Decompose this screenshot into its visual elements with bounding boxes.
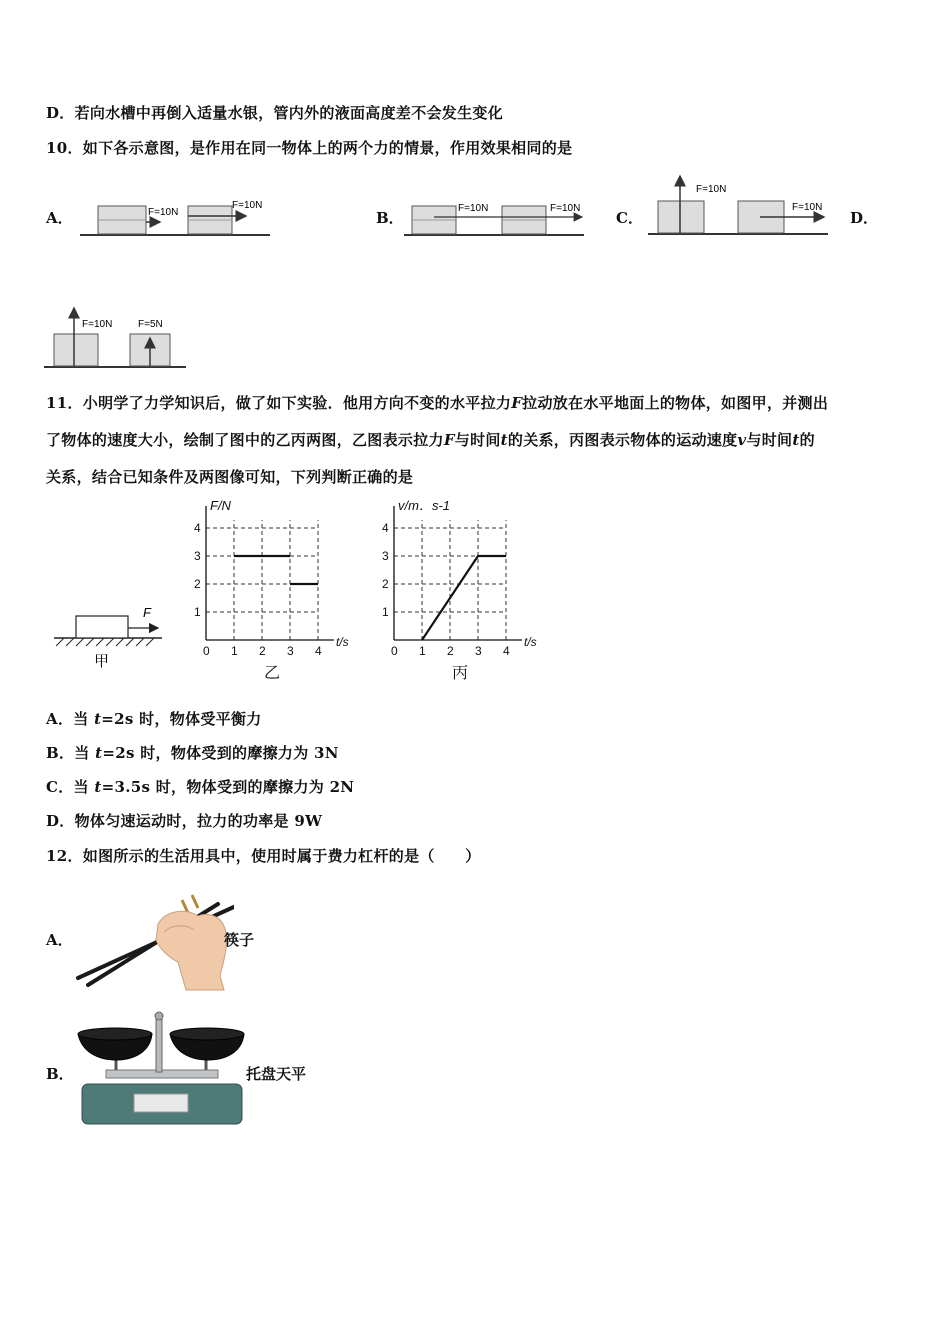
x-tick-label: 1: [231, 644, 238, 658]
tray-balance-illustration: [76, 1008, 248, 1130]
q12-option-a-name: 筷子: [224, 931, 255, 949]
force-label: F=10N: [458, 203, 489, 214]
hand: [156, 911, 227, 990]
y-tick-label: 2: [382, 577, 389, 591]
x-tick-label: 2: [259, 644, 266, 658]
q11-option-c: C．当 t=3.5s 时，物体受到的摩擦力为 2N: [46, 778, 355, 796]
q10-label-a: A．: [46, 209, 73, 227]
x-tick-label: 3: [287, 644, 294, 658]
q10-label-d: D．: [850, 209, 879, 227]
y-tick-label: 1: [382, 605, 389, 619]
series-line-v: [422, 556, 506, 640]
x-tick-label: 0: [391, 644, 398, 658]
q12-option-a-label: A．: [46, 931, 73, 949]
q10-figure-b: [404, 196, 600, 244]
y-axis-label: F/N: [210, 498, 231, 513]
x-tick-label: 0: [203, 644, 210, 658]
x-axis-label: t/s: [524, 635, 537, 649]
q12-option-b-label: B．: [46, 1065, 74, 1083]
q10-figure-a: [80, 196, 280, 244]
x-tick-label: 4: [315, 644, 322, 658]
ground-hatching: [56, 638, 154, 646]
force-label: F=10N: [232, 200, 263, 211]
y-tick-label: 3: [382, 549, 389, 563]
q11-option-b: B．当 t=2s 时，物体受到的摩擦力为 3N: [46, 744, 339, 762]
chart-title: 丙: [452, 665, 469, 680]
x-tick-label: 3: [475, 644, 482, 658]
chart-force-time: [190, 490, 370, 680]
y-tick-label: 3: [194, 549, 201, 563]
force-label: F=10N: [550, 203, 581, 214]
block: [54, 334, 98, 366]
force-label: F=10N: [696, 184, 727, 195]
chart-title: 乙: [264, 665, 281, 680]
force-label: F=10N: [82, 319, 113, 330]
block: [658, 201, 704, 233]
q11-stem-line3: 关系，结合已知条件及两图像可知，下列判断正确的是: [46, 468, 414, 486]
q10-figure-d: [44, 304, 194, 372]
x-tick-label: 1: [419, 644, 426, 658]
q11-option-a: A．当 t=2s 时，物体受平衡力: [46, 710, 262, 728]
q11-figure-jia: [50, 598, 172, 676]
y-tick-label: 2: [194, 577, 201, 591]
y-axis-label: v/m．s-1: [398, 498, 451, 513]
figure-label-jia: 甲: [94, 653, 110, 670]
y-tick-label: 4: [194, 521, 201, 535]
x-tick-label: 2: [447, 644, 454, 658]
q11-stem-line2: 了物体的速度大小，绘制了图中的乙丙两图，乙图表示拉力F与时间t的关系，丙图表示物体的运动速度v与时间t的: [46, 431, 815, 449]
force-label: F=10N: [148, 207, 179, 218]
q12-option-b-name: 托盘天平: [246, 1065, 307, 1083]
q11-stem-line1: 11．小明学了力学知识后，做了如下实验．他用方向不变的水平拉力F拉动放在水平地面上的物体，如图甲，并测出: [46, 394, 829, 412]
chart-velocity-time: [378, 490, 558, 680]
chopsticks-illustration: [74, 880, 234, 992]
y-tick-label: 4: [382, 521, 389, 535]
force-label: F=10N: [792, 202, 823, 213]
q10-figure-c: [648, 170, 838, 242]
force-label: F=5N: [138, 319, 163, 330]
x-tick-label: 4: [503, 644, 510, 658]
y-tick-label: 1: [194, 605, 201, 619]
q10-label-b: B．: [376, 209, 404, 227]
force-label: F: [143, 605, 151, 620]
q10-stem: 10．如下各示意图，是作用在同一物体上的两个力的情景，作用效果相同的是: [46, 139, 573, 157]
q11-option-d: D．物体匀速运动时，拉力的功率是 9W: [46, 812, 323, 830]
q10-label-c: C．: [616, 209, 643, 227]
q12-stem: 12．如图所示的生活用具中，使用时属于费力杠杆的是（ ）: [46, 847, 481, 865]
x-axis-label: t/s: [336, 635, 349, 649]
q9-option-d: D．若向水槽中再倒入适量水银，管内外的液面高度差不会发生变化: [46, 104, 504, 122]
block: [76, 616, 128, 638]
